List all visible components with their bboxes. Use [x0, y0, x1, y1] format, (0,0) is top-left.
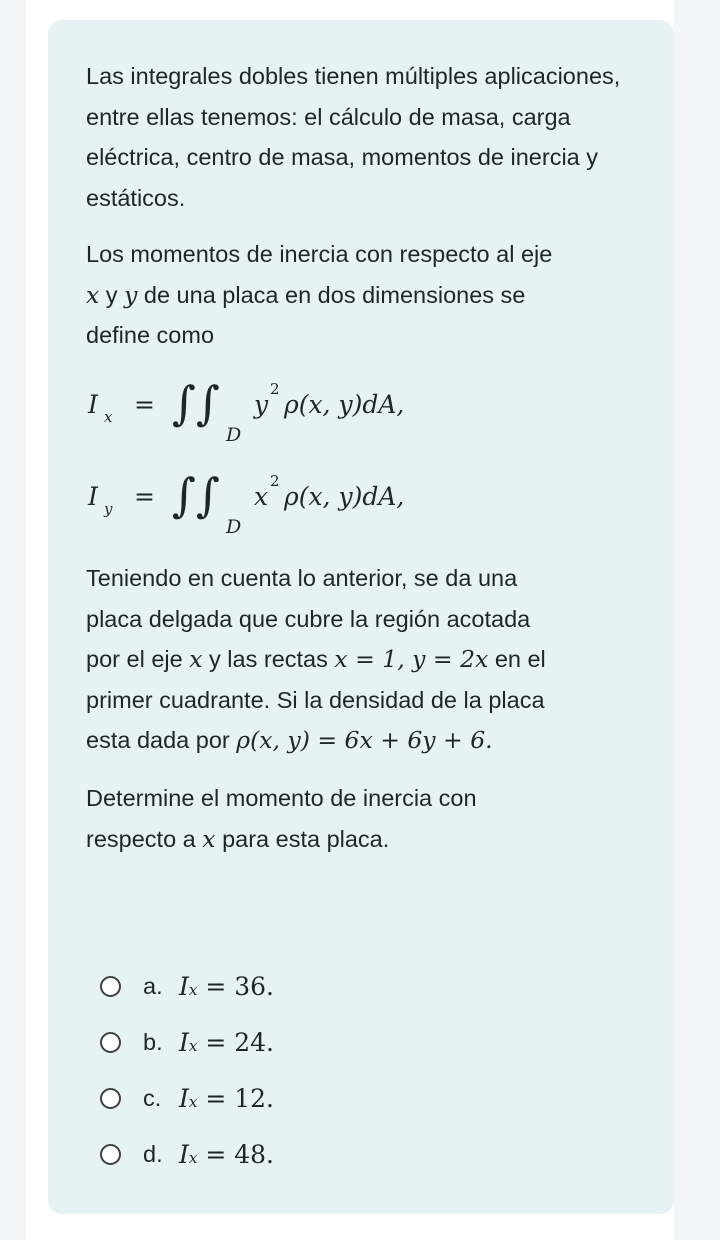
radio-button[interactable]	[100, 1144, 121, 1165]
definition-paragraph: Los momentos de inercia con respecto al eje x y y de una placa en dos dimensiones se define como	[86, 241, 553, 348]
option-letter: d.	[143, 1140, 163, 1167]
option-d[interactable]	[96, 1126, 496, 1182]
option-letter: c.	[143, 1084, 162, 1111]
option-letter: a.	[143, 972, 163, 999]
option-letter: b.	[143, 1028, 163, 1055]
radio-button[interactable]	[100, 1032, 121, 1053]
double-integral-sign: ∫∫	[172, 468, 220, 522]
option-value: Ix = 36.	[179, 971, 274, 1001]
radio-button[interactable]	[100, 976, 121, 997]
option-c[interactable]	[96, 1070, 496, 1126]
question-paragraph: Determine el momento de inercia con respecto a x para esta placa.	[86, 785, 477, 853]
option-value: Ix = 24.	[179, 1027, 274, 1057]
option-value: Ix = 48.	[179, 1139, 274, 1169]
intro-paragraph: Las integrales dobles tienen múltiples aplicaciones, entre ellas tenemos: el cálculo de masa, carga eléctrica, centro de masa, momentos de inercia y estáticos.	[86, 63, 621, 211]
problem-paragraph: Teniendo en cuenta lo anterior, se da una placa delgada que cubre la región acotada por el eje x y las rectas x = 1, y = 2x en el primer cuadrante. Si la densidad de la placa esta dada por ρ(x, y) = 6x + 6y + 6.	[86, 565, 546, 754]
double-integral-sign: ∫∫	[172, 376, 220, 430]
option-value: Ix = 12.	[179, 1083, 274, 1113]
option-b[interactable]	[96, 1014, 496, 1070]
radio-button[interactable]	[100, 1088, 121, 1109]
answer-options	[96, 958, 496, 1182]
option-a[interactable]	[96, 958, 496, 1014]
